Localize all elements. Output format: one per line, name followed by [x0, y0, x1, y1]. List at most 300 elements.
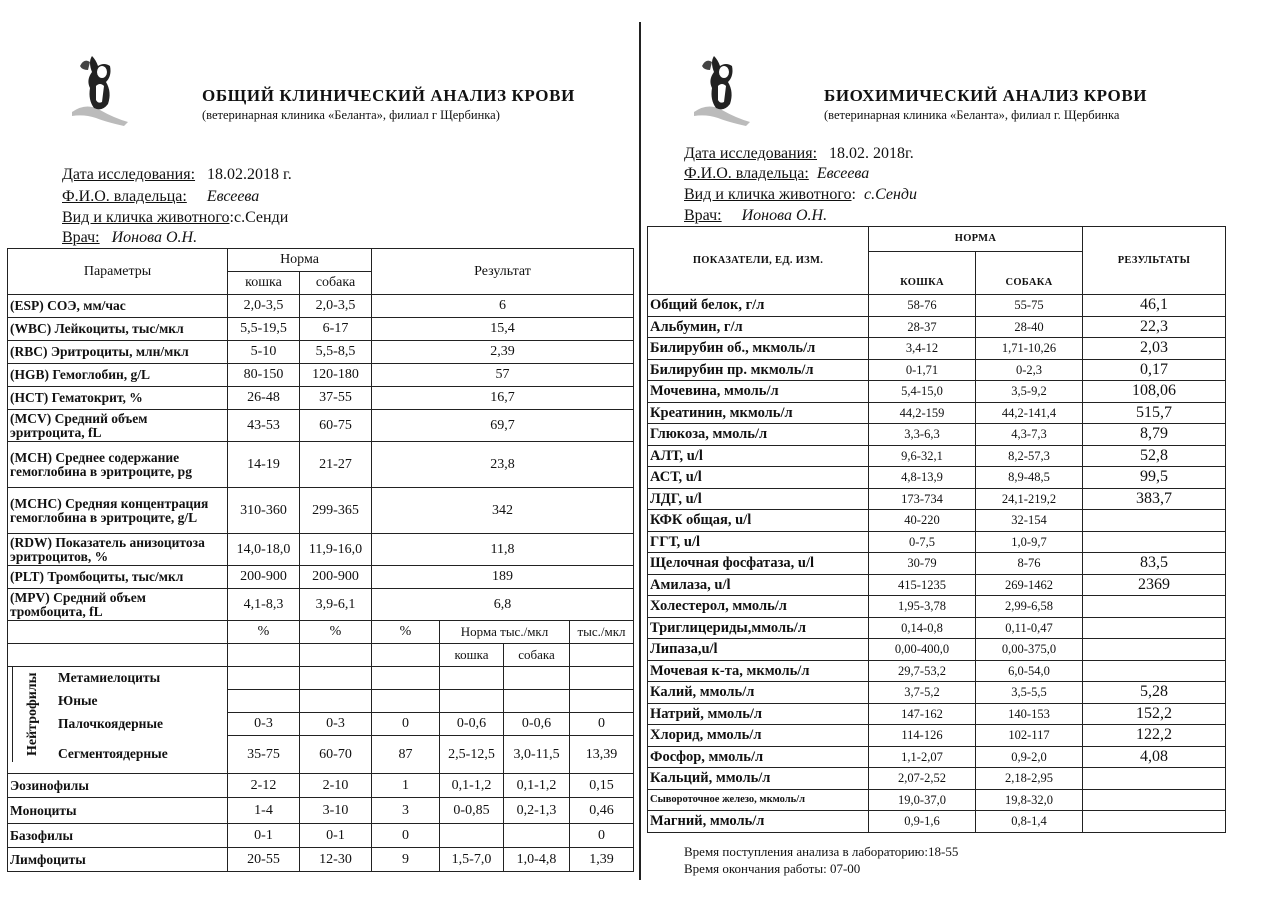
bio-param-name: Калий, ммоль/л: [648, 682, 869, 704]
result-value: 15,4: [372, 318, 634, 341]
cbc-row: [8, 341, 634, 364]
page-divider: [639, 22, 641, 880]
bio-param-name: ЛДГ, u/l: [648, 488, 869, 510]
formula-name: Метамиелоциты: [58, 670, 161, 686]
blank: [300, 644, 372, 667]
bio-norm-dog: 0,00-375,0: [976, 639, 1083, 661]
formula-row: [8, 848, 634, 872]
bio-row: [648, 574, 1226, 596]
pct-cat-header: %: [228, 621, 300, 644]
bio-param-name: Кальций, ммоль/л: [648, 768, 869, 790]
norm-dog: 37-55: [300, 387, 372, 410]
bio-norm-dog: 1,0-9,7: [976, 531, 1083, 553]
blank: [372, 644, 440, 667]
owner-label: Ф.И.О. владельца:: [62, 188, 187, 205]
formula-row: [8, 798, 634, 824]
bio-norm-dog: 4,3-7,3: [976, 424, 1083, 446]
norm-dog-pct: 12-30: [300, 848, 372, 872]
norm-dog-abs: 1,0-4,8: [504, 848, 570, 872]
bio-param-name: Общий белок, г/л: [648, 295, 869, 317]
bio-col-params-header: ПОКАЗАТЕЛИ, ЕД. ИЗМ.: [648, 227, 869, 295]
date-value: 18.02.2018 г.: [207, 166, 292, 183]
norm-cat: 310-360: [228, 488, 300, 534]
pct-dog-header: %: [300, 621, 372, 644]
norm-dog: 200-900: [300, 566, 372, 589]
bio-row: [648, 359, 1226, 381]
result-abs: 0,46: [570, 798, 634, 824]
bio-norm-cat: 173-734: [869, 488, 976, 510]
bio-animal-value: с.Сенди: [863, 186, 917, 203]
param-name: (RBC) Эритроциты, млн/мкл: [8, 341, 228, 364]
formula-name: Сегментоядерные: [58, 746, 168, 762]
cbc-table: [7, 248, 634, 872]
bio-result: [1083, 811, 1226, 833]
bio-norm-dog: 0-2,3: [976, 359, 1083, 381]
bio-date-value: 18.02. 2018г.: [829, 145, 914, 162]
bio-result: [1083, 639, 1226, 661]
bio-row: [648, 768, 1226, 790]
formula-row: [8, 667, 634, 690]
norm-cat: 2,0-3,5: [228, 295, 300, 318]
result-abs: 1,39: [570, 848, 634, 872]
animal-label: Вид и кличка животного: [62, 209, 230, 226]
bio-param-name: Магний, ммоль/л: [648, 811, 869, 833]
bio-param-name: Глюкоза, ммоль/л: [648, 424, 869, 446]
cbc-row: [8, 410, 634, 442]
bio-param-name: Амилаза, u/l: [648, 574, 869, 596]
bio-col-result-header: РЕЗУЛЬТАТЫ: [1083, 227, 1226, 295]
bio-param-name: Креатинин, мкмоль/л: [648, 402, 869, 424]
footer-done: Время окончания работы: 07-00: [684, 861, 861, 876]
formula-row: [8, 824, 634, 848]
norm-dog-pct: 3-10: [300, 798, 372, 824]
norm-cat: 26-48: [228, 387, 300, 410]
bio-result: [1083, 596, 1226, 618]
bio-result: 83,5: [1083, 553, 1226, 575]
bio-norm-dog: 2,99-6,58: [976, 596, 1083, 618]
bio-row: [648, 381, 1226, 403]
norm-dog-pct: [300, 690, 372, 713]
param-name: (ESP) СОЭ, мм/час: [8, 295, 228, 318]
result-pct: [372, 667, 440, 690]
bio-result: 2369: [1083, 574, 1226, 596]
bio-result: 4,08: [1083, 746, 1226, 768]
cbc-row: [8, 534, 634, 566]
bio-param-name: Сывороточное железо, мкмоль/л: [648, 789, 869, 811]
norm-dog: 2,0-3,5: [300, 295, 372, 318]
norm-cat: 80-150: [228, 364, 300, 387]
bio-param-name: АЛТ, u/l: [648, 445, 869, 467]
bio-norm-dog: 8-76: [976, 553, 1083, 575]
bio-row: [648, 467, 1226, 489]
bio-param-name: Триглицериды,ммоль/л: [648, 617, 869, 639]
clinic-logo-icon: [66, 52, 130, 126]
bio-owner-value: Евсеева: [816, 165, 870, 182]
col-norm-header: Норма: [228, 249, 372, 272]
norm-dog-pct: 60-70: [300, 736, 372, 774]
result-abs: [570, 690, 634, 713]
param-name: (RDW) Показатель анизоцитоза эритроцитов, %: [8, 534, 228, 566]
bio-norm-dog: 1,71-10,26: [976, 338, 1083, 360]
norm-dog-abs: 3,0-11,5: [504, 736, 570, 774]
clinic-logo-icon-2: [688, 52, 752, 126]
bio-col-norm-header: НОРМА: [869, 227, 1083, 252]
norm-dog: 6-17: [300, 318, 372, 341]
bio-animal-label: Вид и кличка животного: [684, 186, 852, 203]
bio-result: 0,17: [1083, 359, 1226, 381]
formula-name: Палочкоядерные: [58, 716, 163, 731]
bio-param-name: КФК общая, u/l: [648, 510, 869, 532]
bio-result: 108,06: [1083, 381, 1226, 403]
formula-row: [8, 736, 634, 774]
bio-col-cat-header: КОШКА: [869, 252, 976, 295]
norm-cat: 5-10: [228, 341, 300, 364]
bio-norm-dog: 0,8-1,4: [976, 811, 1083, 833]
norm-dog-abs: 0,2-1,3: [504, 798, 570, 824]
bio-norm-dog: 19,8-32,0: [976, 789, 1083, 811]
bio-norm-dog: 8,9-48,5: [976, 467, 1083, 489]
param-name: (HCT) Гематокрит, %: [8, 387, 228, 410]
result-value: 23,8: [372, 442, 634, 488]
norm-dog-pct: 2-10: [300, 774, 372, 798]
norm-cat-pct: 2-12: [228, 774, 300, 798]
bio-row: [648, 531, 1226, 553]
norm-dog-pct: 0-3: [300, 713, 372, 736]
cbc-animal-line: [62, 209, 288, 227]
norm-cat-pct: 0-3: [228, 713, 300, 736]
bio-date-label: Дата исследования:: [684, 145, 818, 162]
bio-owner-line: [684, 165, 869, 183]
norm-cat-pct: 0-1: [228, 824, 300, 848]
formula-name-cell: [8, 736, 228, 774]
bio-norm-cat: 58-76: [869, 295, 976, 317]
formula-name-cell: [8, 690, 228, 713]
bio-param-name: Билирубин об., мкмоль/л: [648, 338, 869, 360]
norm-dog: 5,5-8,5: [300, 341, 372, 364]
result-pct: 1: [372, 774, 440, 798]
col-cat-header: кошка: [228, 272, 300, 295]
result-pct: [372, 690, 440, 713]
bio-norm-cat: 3,3-6,3: [869, 424, 976, 446]
cbc-date-line: [62, 166, 292, 184]
bio-row: [648, 725, 1226, 747]
bio-param-name: Холестерол, ммоль/л: [648, 596, 869, 618]
cbc-row: [8, 442, 634, 488]
bio-norm-cat: 1,95-3,78: [869, 596, 976, 618]
result-value: 69,7: [372, 410, 634, 442]
blank: [570, 644, 634, 667]
norm-dog-abs: [504, 824, 570, 848]
norm-dog-abs: 0-0,6: [504, 713, 570, 736]
bio-row: [648, 553, 1226, 575]
result-value: 57: [372, 364, 634, 387]
bio-result: 22,3: [1083, 316, 1226, 338]
bio-norm-cat: 147-162: [869, 703, 976, 725]
bio-norm-cat: 9,6-32,1: [869, 445, 976, 467]
bio-norm-dog: 269-1462: [976, 574, 1083, 596]
norm-dog: 3,9-6,1: [300, 589, 372, 621]
bio-result: [1083, 510, 1226, 532]
bio-col-dog-header: СОБАКА: [976, 252, 1083, 295]
bio-param-name: Билирубин пр. мкмоль/л: [648, 359, 869, 381]
bio-norm-dog: 55-75: [976, 295, 1083, 317]
result-pct: 87: [372, 736, 440, 774]
bio-param-name: Щелочная фосфатаза, u/l: [648, 553, 869, 575]
norm-dog: 120-180: [300, 364, 372, 387]
bio-param-name: Хлорид, ммоль/л: [648, 725, 869, 747]
norm-cat-abs: [440, 667, 504, 690]
bio-result: [1083, 789, 1226, 811]
norm-dog: 299-365: [300, 488, 372, 534]
bio-row: [648, 295, 1226, 317]
bio-row: [648, 746, 1226, 768]
bio-norm-dog: 0,9-2,0: [976, 746, 1083, 768]
bio-row: [648, 660, 1226, 682]
bio-norm-cat: 0-1,71: [869, 359, 976, 381]
formula-row: [8, 713, 634, 736]
bio-norm-cat: 3,4-12: [869, 338, 976, 360]
norm-abs-header: Норма тыс./мкл: [440, 621, 570, 644]
norm-dog-abs: 0,1-1,2: [504, 774, 570, 798]
bio-row: [648, 811, 1226, 833]
bio-title: БИОХИМИЧЕСКИЙ АНАЛИЗ КРОВИ: [824, 86, 1148, 105]
norm-cat-pct: 20-55: [228, 848, 300, 872]
bio-norm-cat: 30-79: [869, 553, 976, 575]
bio-norm-dog: 32-154: [976, 510, 1083, 532]
bio-result: [1083, 768, 1226, 790]
animal-value: :с.Сенди: [229, 209, 289, 226]
bio-result: [1083, 617, 1226, 639]
bio-result: 515,7: [1083, 402, 1226, 424]
norm-cat: 14,0-18,0: [228, 534, 300, 566]
bio-row: [648, 445, 1226, 467]
param-name: (PLT) Тромбоциты, тыс/мкл: [8, 566, 228, 589]
bio-param-name: Липаза,u/l: [648, 639, 869, 661]
formula-name: Эозинофилы: [8, 774, 228, 798]
bio-norm-dog: 3,5-9,2: [976, 381, 1083, 403]
bio-row: [648, 488, 1226, 510]
formula-row: [8, 774, 634, 798]
bio-norm-dog: 102-117: [976, 725, 1083, 747]
norm-cat-pct: [228, 690, 300, 713]
result-abs: 0: [570, 824, 634, 848]
bio-result: 2,03: [1083, 338, 1226, 360]
cbc-row: [8, 488, 634, 534]
bio-norm-cat: 415-1235: [869, 574, 976, 596]
norm-cat-pct: 1-4: [228, 798, 300, 824]
bio-result: 46,1: [1083, 295, 1226, 317]
bio-doctor-value: Ионова О.Н.: [741, 207, 828, 224]
bio-result: [1083, 660, 1226, 682]
norm-cat-abs: 0-0,85: [440, 798, 504, 824]
bio-animal-line: Вид и кличка животного: с.Сенди: [684, 186, 917, 203]
blank: [8, 644, 228, 667]
result-abs: 0,15: [570, 774, 634, 798]
bio-row: [648, 617, 1226, 639]
col-params-header: Параметры: [8, 249, 228, 295]
bio-norm-dog: 2,18-2,95: [976, 768, 1083, 790]
bio-norm-dog: 3,5-5,5: [976, 682, 1083, 704]
doctor-value: Ионова О.Н.: [111, 229, 198, 246]
norm-cat: 200-900: [228, 566, 300, 589]
bio-doctor-line: [684, 207, 827, 225]
cbc-row: [8, 589, 634, 621]
bio-row: [648, 789, 1226, 811]
norm-cat: 43-53: [228, 410, 300, 442]
bio-result: 383,7: [1083, 488, 1226, 510]
bio-norm-dog: 28-40: [976, 316, 1083, 338]
bio-param-name: Фосфор, ммоль/л: [648, 746, 869, 768]
result-value: 342: [372, 488, 634, 534]
norm-cat-abs: 0-0,6: [440, 713, 504, 736]
bio-date-line: [684, 145, 914, 163]
formula-subheader-row: [8, 644, 634, 667]
formula-header-blank: [8, 621, 228, 644]
cbc-row: [8, 566, 634, 589]
norm-cat-abs: 0,1-1,2: [440, 774, 504, 798]
bio-param-name: Альбумин, г/л: [648, 316, 869, 338]
norm-cat-abs: [440, 824, 504, 848]
bio-norm-cat: 44,2-159: [869, 402, 976, 424]
bio-row: [648, 703, 1226, 725]
bio-param-name: АСТ, u/l: [648, 467, 869, 489]
bio-norm-cat: 19,0-37,0: [869, 789, 976, 811]
norm-cat: 4,1-8,3: [228, 589, 300, 621]
cbc-row: [8, 387, 634, 410]
bio-param-name: Мочевая к-та, мкмоль/л: [648, 660, 869, 682]
bio-doctor-label: Врач:: [684, 207, 722, 224]
norm-dog: 11,9-16,0: [300, 534, 372, 566]
formula-header-row: [8, 621, 634, 644]
norm-cat-abs: [440, 690, 504, 713]
bio-norm-cat: 1,1-2,07: [869, 746, 976, 768]
result-pct: 0: [372, 713, 440, 736]
bio-norm-cat: 0,14-0,8: [869, 617, 976, 639]
bio-norm-cat: 40-220: [869, 510, 976, 532]
bio-norm-cat: 5,4-15,0: [869, 381, 976, 403]
formula-name: Базофилы: [8, 824, 228, 848]
result-value: 189: [372, 566, 634, 589]
formula-name-cell: [8, 713, 228, 736]
bio-row: [648, 596, 1226, 618]
bio-norm-dog: 0,11-0,47: [976, 617, 1083, 639]
result-abs: 13,39: [570, 736, 634, 774]
cbc-title: ОБЩИЙ КЛИНИЧЕСКИЙ АНАЛИЗ КРОВИ: [202, 86, 575, 105]
norm-dog-pct: [300, 667, 372, 690]
norm-dog-pct: 0-1: [300, 824, 372, 848]
bio-table: [647, 226, 1226, 833]
bio-norm-dog: 8,2-57,3: [976, 445, 1083, 467]
bio-norm-cat: 0-7,5: [869, 531, 976, 553]
param-name: (MCH) Среднее содержание гемоглобина в эритроците, pg: [8, 442, 228, 488]
norm-dog: 60-75: [300, 410, 372, 442]
bio-subtitle: (ветеринарная клиника «Беланта», филиал г. Щербинка: [824, 108, 1120, 122]
bio-param-name: Мочевина, ммоль/л: [648, 381, 869, 403]
bio-result: 5,28: [1083, 682, 1226, 704]
bio-norm-cat: 114-126: [869, 725, 976, 747]
bio-norm-dog: 6,0-54,0: [976, 660, 1083, 682]
bio-param-name: ГГТ, u/l: [648, 531, 869, 553]
norm-cat-pct: [228, 667, 300, 690]
formula-name: Юные: [58, 693, 98, 708]
result-pct: 9: [372, 848, 440, 872]
bio-norm-dog: 140-153: [976, 703, 1083, 725]
norm-cat: 5,5-19,5: [228, 318, 300, 341]
result-value: 6,8: [372, 589, 634, 621]
bio-row: [648, 338, 1226, 360]
bio-norm-dog: 44,2-141,4: [976, 402, 1083, 424]
cbc-doctor-line: [62, 229, 197, 247]
formula-row: [8, 690, 634, 713]
col-result-header: Результат: [372, 249, 634, 295]
bio-result: [1083, 531, 1226, 553]
formula-name: Моноциты: [8, 798, 228, 824]
param-name: (MPV) Средний объем тромбоцита, fL: [8, 589, 228, 621]
cbc-owner-line: [62, 188, 259, 206]
bio-norm-cat: 28-37: [869, 316, 976, 338]
owner-value: Евсеева: [206, 188, 260, 205]
param-name: (WBC) Лейкоциты, тыс/мкл: [8, 318, 228, 341]
blank: [228, 644, 300, 667]
norm-dog-abs: [504, 667, 570, 690]
norm-dog-abs: [504, 690, 570, 713]
bio-row: [648, 316, 1226, 338]
norm-cat-abs: 1,5-7,0: [440, 848, 504, 872]
bio-result: 152,2: [1083, 703, 1226, 725]
bio-row: [648, 682, 1226, 704]
bio-result: 99,5: [1083, 467, 1226, 489]
footer-received: Время поступления анализа в лабораторию:18-55: [684, 844, 959, 859]
bio-row: [648, 424, 1226, 446]
norm-cat-pct: 35-75: [228, 736, 300, 774]
bio-norm-cat: 2,07-2,52: [869, 768, 976, 790]
abs-cat-header: кошка: [440, 644, 504, 667]
bio-norm-cat: 29,7-53,2: [869, 660, 976, 682]
result-pct: 3: [372, 798, 440, 824]
cbc-row: [8, 295, 634, 318]
bio-result: 8,79: [1083, 424, 1226, 446]
bio-norm-dog: 24,1-219,2: [976, 488, 1083, 510]
result-abs: [570, 667, 634, 690]
date-label: Дата исследования:: [62, 166, 196, 183]
bio-row: [648, 639, 1226, 661]
param-name: (MCHC) Средняя концентрация гемоглобина в эритроците, g/L: [8, 488, 228, 534]
norm-cat-abs: 2,5-12,5: [440, 736, 504, 774]
col-dog-header: собака: [300, 272, 372, 295]
cbc-row: [8, 318, 634, 341]
bio-param-name: Натрий, ммоль/л: [648, 703, 869, 725]
bio-norm-cat: 4,8-13,9: [869, 467, 976, 489]
bio-owner-label: Ф.И.О. владельца:: [684, 165, 809, 182]
cbc-subtitle: (ветеринарная клиника «Беланта», филиал г Щербинка): [202, 108, 500, 122]
norm-cat: 14-19: [228, 442, 300, 488]
bio-norm-cat: 0,9-1,6: [869, 811, 976, 833]
abs-dog-header: собака: [504, 644, 570, 667]
bio-norm-cat: 0,00-400,0: [869, 639, 976, 661]
result-value: 11,8: [372, 534, 634, 566]
result-value: 6: [372, 295, 634, 318]
bio-result: 122,2: [1083, 725, 1226, 747]
cbc-row: [8, 364, 634, 387]
bio-row: [648, 510, 1226, 532]
bio-result: 52,8: [1083, 445, 1226, 467]
formula-name: Лимфоциты: [8, 848, 228, 872]
norm-dog: 21-27: [300, 442, 372, 488]
abs-unit-header: тыс./мкл: [570, 621, 634, 644]
result-pct: 0: [372, 824, 440, 848]
result-abs: 0: [570, 713, 634, 736]
result-value: 2,39: [372, 341, 634, 364]
